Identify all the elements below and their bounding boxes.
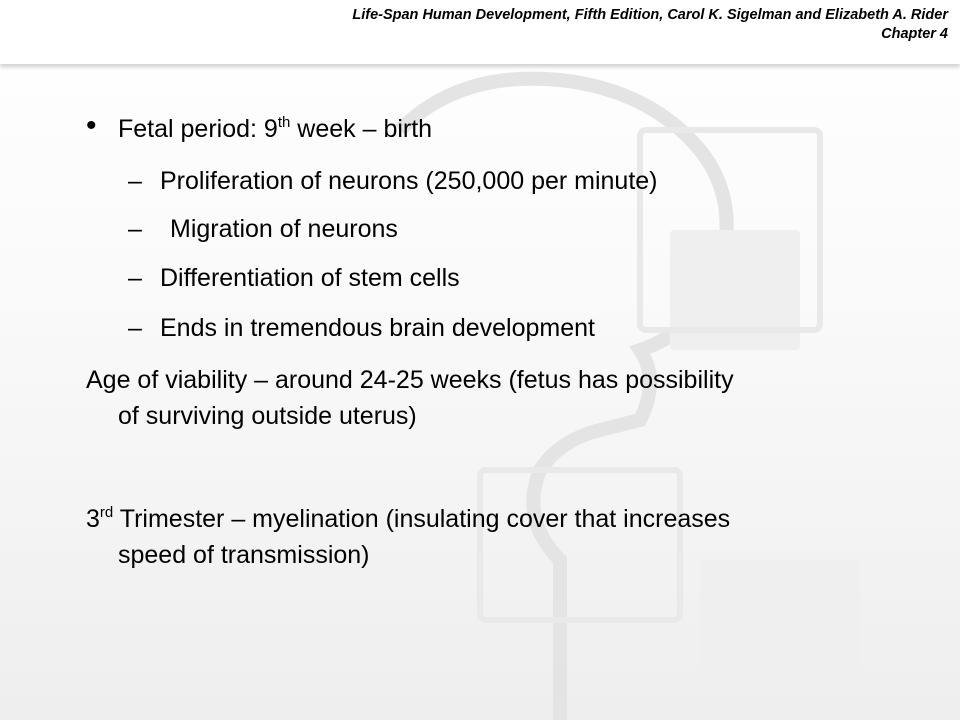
viability-line-1: Age of viability – around 24-25 weeks (fetus has possibility — [86, 366, 734, 394]
trimester-suffix: Trimester – myelination (insulating cover that increases — [113, 505, 731, 533]
book-title: Life-Span Human Development, Fifth Edition, Carol K. Sigelman and Elizabeth A. Rider — [352, 7, 948, 23]
trimester-sup: rd — [99, 504, 114, 521]
viability-line-2: of surviving outside uterus) — [118, 402, 417, 430]
bullet-marker: • — [86, 109, 97, 142]
dash-marker: – — [128, 167, 142, 195]
header-band — [0, 0, 960, 64]
sub-item-migration: Migration of neurons — [170, 215, 398, 243]
dash-marker: – — [128, 264, 142, 292]
trimester-prefix: 3 — [86, 505, 100, 533]
chapter-label: Chapter 4 — [881, 26, 948, 42]
dash-marker: – — [128, 215, 142, 243]
sub-item-proliferation: Proliferation of neurons (250,000 per minute) — [160, 167, 658, 195]
fetal-period-heading — [118, 114, 432, 144]
dash-marker: – — [128, 314, 142, 342]
fetal-period-suffix: week – birth — [290, 115, 433, 143]
fetal-period-prefix: Fetal period: 9 — [118, 115, 278, 143]
sub-item-differentiation: Differentiation of stem cells — [160, 264, 460, 292]
fetal-period-sup: th — [277, 114, 291, 131]
trimester-line-2: speed of transmission) — [118, 541, 370, 569]
sub-item-brain-development: Ends in tremendous brain development — [160, 314, 595, 342]
trimester-line-1 — [86, 504, 730, 534]
